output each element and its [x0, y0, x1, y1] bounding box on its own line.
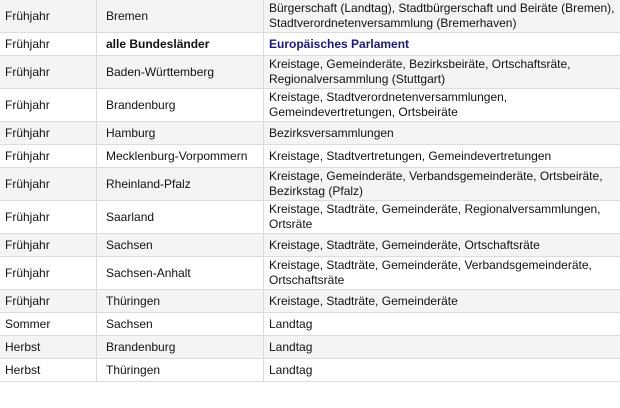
season-cell: Herbst	[0, 336, 96, 358]
table-row	[0, 201, 620, 233]
table-row	[0, 290, 620, 312]
state-cell: Hamburg	[97, 122, 263, 144]
bodies-cell: Kreistage, Stadtverordnetenversammlungen, Gemeindevertretungen, Ortsbeiräte	[264, 89, 620, 121]
bodies-cell: Landtag	[264, 313, 620, 335]
state-cell: Saarland	[97, 201, 263, 233]
season-cell: Frühjahr	[0, 56, 96, 88]
bodies-cell: Kreistage, Gemeinderäte, Bezirksbeiräte, Ortschaftsräte, Regionalversammlung (Stuttgart)	[264, 56, 620, 88]
bodies-cell: Kreistage, Stadtvertretungen, Gemeindevertretungen	[264, 145, 620, 167]
state-cell: Sachsen-Anhalt	[97, 257, 263, 289]
state-cell: alle Bundesländer	[97, 33, 263, 55]
table-row	[0, 336, 620, 358]
season-cell: Sommer	[0, 313, 96, 335]
season-cell: Frühjahr	[0, 145, 96, 167]
state-cell: Brandenburg	[97, 336, 263, 358]
table-row	[0, 257, 620, 289]
state-cell: Rheinland-Pfalz	[97, 168, 263, 200]
bodies-cell: Europäisches Parlament	[264, 33, 620, 55]
season-cell: Frühjahr	[0, 168, 96, 200]
bodies-cell: Landtag	[264, 336, 620, 358]
bodies-cell: Bürgerschaft (Landtag), Stadtbürgerschaft und Beiräte (Bremen), Stadtverordnetenversammlung (Bremerhaven)	[264, 0, 620, 32]
season-cell: Frühjahr	[0, 0, 96, 32]
state-cell: Thüringen	[97, 290, 263, 312]
table-row	[0, 145, 620, 167]
table-row	[0, 168, 620, 200]
table-row	[0, 313, 620, 335]
table-row	[0, 0, 620, 32]
season-cell: Frühjahr	[0, 122, 96, 144]
state-cell: Bremen	[97, 0, 263, 32]
table-row	[0, 89, 620, 121]
bodies-cell: Kreistage, Gemeinderäte, Verbandsgemeinderäte, Ortsbeiräte, Bezirkstag (Pfalz)	[264, 168, 620, 200]
bodies-cell: Bezirksversammlungen	[264, 122, 620, 144]
table-row	[0, 359, 620, 381]
season-cell: Frühjahr	[0, 33, 96, 55]
season-cell: Frühjahr	[0, 201, 96, 233]
state-cell: Thüringen	[97, 359, 263, 381]
season-cell: Frühjahr	[0, 234, 96, 256]
state-cell: Sachsen	[97, 313, 263, 335]
season-cell: Frühjahr	[0, 257, 96, 289]
table-row	[0, 234, 620, 256]
table-row	[0, 122, 620, 144]
bodies-cell: Kreistage, Stadträte, Gemeinderäte, Regionalversammlungen, Ortsräte	[264, 201, 620, 233]
state-cell: Sachsen	[97, 234, 263, 256]
state-cell: Mecklenburg-Vorpommern	[97, 145, 263, 167]
table-row	[0, 56, 620, 88]
state-cell: Baden-Württemberg	[97, 56, 263, 88]
bodies-cell: Landtag	[264, 359, 620, 381]
table-row	[0, 33, 620, 55]
state-cell: Brandenburg	[97, 89, 263, 121]
season-cell: Frühjahr	[0, 89, 96, 121]
bodies-cell: Kreistage, Stadträte, Gemeinderäte, Ortschaftsräte	[264, 234, 620, 256]
bodies-cell: Kreistage, Stadträte, Gemeinderäte, Verbandsgemeinderäte, Ortschaftsräte	[264, 257, 620, 289]
season-cell: Herbst	[0, 359, 96, 381]
bodies-cell: Kreistage, Stadträte, Gemeinderäte	[264, 290, 620, 312]
season-cell: Frühjahr	[0, 290, 96, 312]
